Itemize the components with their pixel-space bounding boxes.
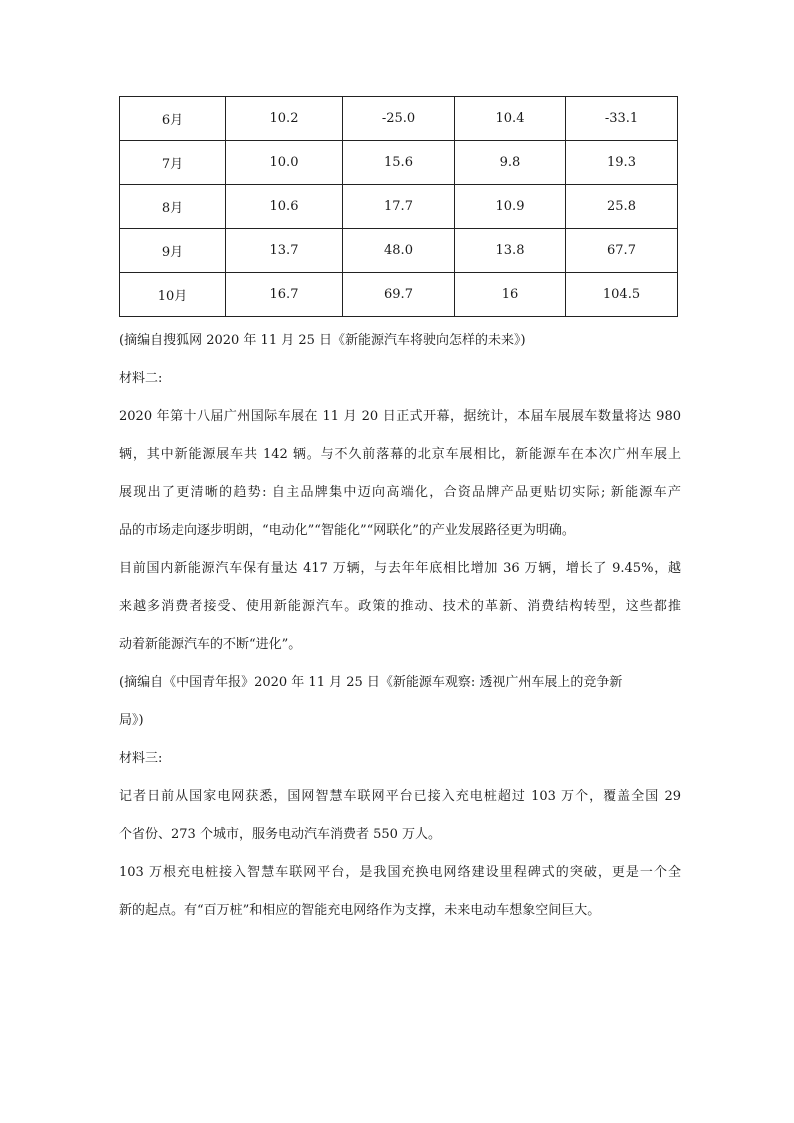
table-cell-month: 8月 bbox=[120, 185, 226, 229]
source-citation-2 bbox=[119, 668, 681, 736]
material-3-heading: 材料三: bbox=[119, 751, 163, 766]
table-cell: 10.4 bbox=[455, 97, 566, 141]
material-2-paragraph-1 bbox=[119, 402, 681, 546]
paragraph-line: 辆，其中新能源展车共 142 辆。与不久前落幕的北京车展相比，新能源车在本次广州车展上 bbox=[119, 447, 681, 462]
table-row bbox=[120, 273, 678, 317]
table-cell: 10.9 bbox=[455, 185, 566, 229]
paragraph-line: 新的起点。有“百万桩”和相应的智能充电网络作为支撑，未来电动车想象空间巨大。 bbox=[119, 903, 601, 918]
paragraph-line: 记者日前从国家电网获悉，国网智慧车联网平台已接入充电桩超过 103 万个，覆盖全国 29 bbox=[119, 789, 681, 804]
table-cell: 13.7 bbox=[226, 229, 343, 273]
table-cell: 9.8 bbox=[455, 141, 566, 185]
table-cell-month: 9月 bbox=[120, 229, 226, 273]
table-row bbox=[120, 97, 678, 141]
paragraph-line: 局》) bbox=[119, 713, 144, 728]
table-cell: 67.7 bbox=[566, 229, 678, 273]
table-row bbox=[120, 185, 678, 229]
table-cell: 48.0 bbox=[343, 229, 455, 273]
table-cell: 69.7 bbox=[343, 273, 455, 317]
article-body bbox=[119, 326, 681, 926]
table-cell: 25.8 bbox=[566, 185, 678, 229]
table-cell-month: 10月 bbox=[120, 273, 226, 317]
paragraph-line: 品的市场走向逐步明朗，“电动化”“智能化”“网联化”的产业发展路径更为明确。 bbox=[119, 523, 575, 538]
table-row bbox=[120, 229, 678, 273]
table-cell: 16 bbox=[455, 273, 566, 317]
paragraph-line: 103 万根充电桩接入智慧车联网平台，是我国充换电网络建设里程碑式的突破，更是一个全 bbox=[119, 865, 681, 880]
table-cell: 10.0 bbox=[226, 141, 343, 185]
paragraph-line: 动着新能源汽车的不断“进化”。 bbox=[119, 637, 302, 652]
material-2-heading: 材料二: bbox=[119, 371, 163, 386]
paragraph-line: 展现出了更清晰的趋势: 自主品牌集中迈向高端化，合资品牌产品更贴切实际; 新能源车产 bbox=[119, 485, 681, 500]
material-2-paragraph-2 bbox=[119, 554, 681, 660]
paragraph-line: 来越多消费者接受、使用新能源汽车。政策的推动、技术的革新、消费结构转型，这些都推 bbox=[119, 599, 681, 614]
table-cell: -25.0 bbox=[343, 97, 455, 141]
table-cell: 10.2 bbox=[226, 97, 343, 141]
source-citation-1: (摘编自搜狐网 2020 年 11 月 25 日《新能源汽车将驶向怎样的未来》) bbox=[119, 333, 526, 348]
table-cell: 104.5 bbox=[566, 273, 678, 317]
material-3-paragraph-2 bbox=[119, 858, 681, 926]
table-cell: 19.3 bbox=[566, 141, 678, 185]
table-row bbox=[120, 141, 678, 185]
table-cell: 15.6 bbox=[343, 141, 455, 185]
table-cell: 16.7 bbox=[226, 273, 343, 317]
paragraph-line: 2020 年第十八届广州国际车展在 11 月 20 日正式开幕，据统计，本届车展展车数量将达 980 bbox=[119, 409, 681, 424]
table-cell: -33.1 bbox=[566, 97, 678, 141]
sales-data-table bbox=[119, 96, 678, 317]
material-3-paragraph-1 bbox=[119, 782, 681, 850]
paragraph-line: 个省份、273 个城市，服务电动汽车消费者 550 万人。 bbox=[119, 827, 442, 842]
paragraph-line: 目前国内新能源汽车保有量达 417 万辆，与去年年底相比增加 36 万辆，增长了 9.45%，越 bbox=[119, 561, 681, 576]
paragraph-line: (摘编自《中国青年报》2020 年 11 月 25 日《新能源车观察: 透视广州车展上的竞争新 bbox=[119, 675, 623, 690]
table-cell: 17.7 bbox=[343, 185, 455, 229]
table-cell: 10.6 bbox=[226, 185, 343, 229]
table-cell: 13.8 bbox=[455, 229, 566, 273]
table-cell-month: 7月 bbox=[120, 141, 226, 185]
table-cell-month: 6月 bbox=[120, 97, 226, 141]
